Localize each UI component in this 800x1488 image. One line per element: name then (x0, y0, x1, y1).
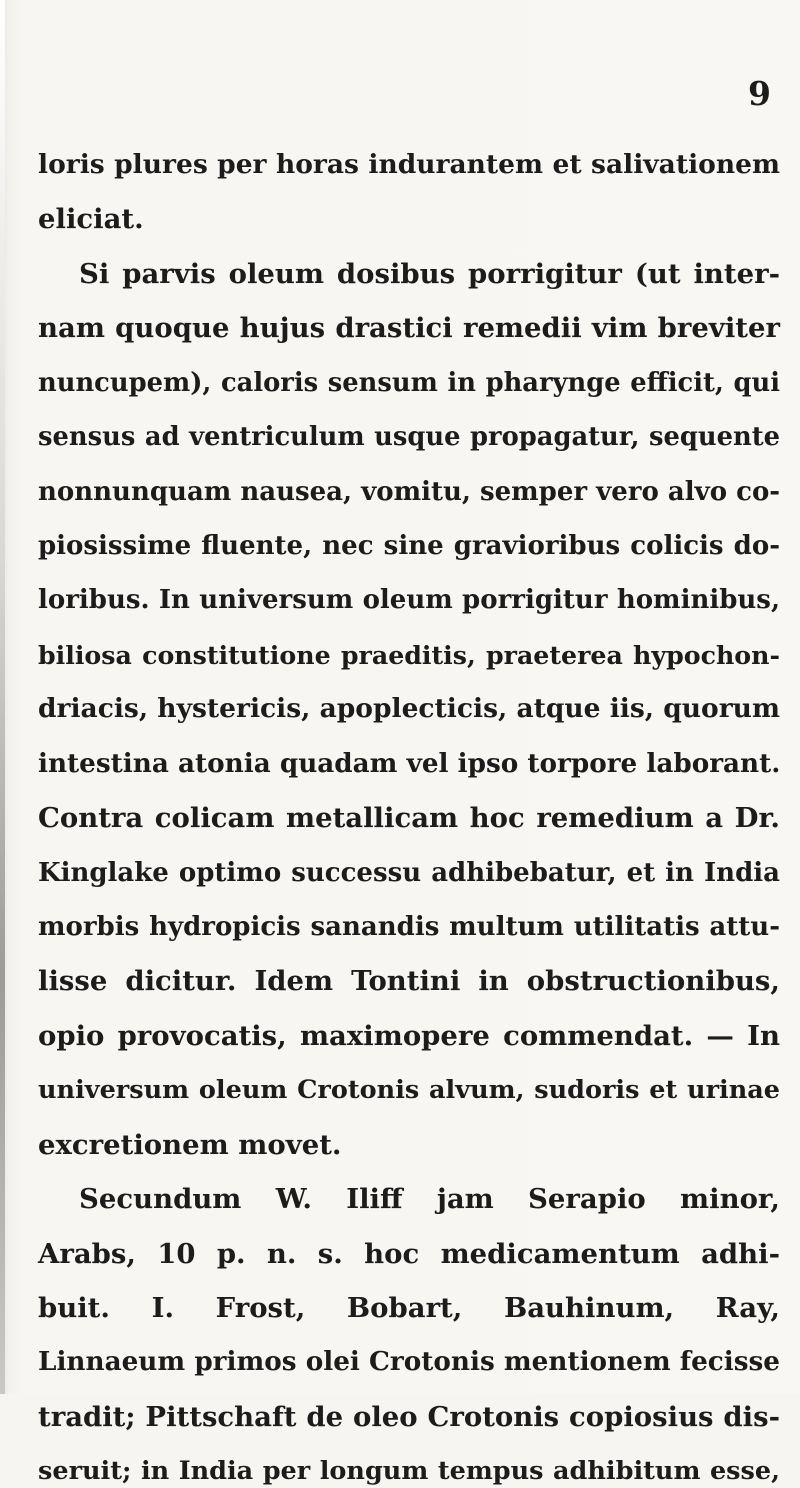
text-line: universum oleum Crotonis alvum, sudoris et urinae (38, 1075, 780, 1105)
text-line: piosissime fluente, nec sine gravioribus colicis do- (38, 531, 780, 561)
text-line: Linnaeum primos olei Crotonis mentionem fecisse (38, 1346, 780, 1377)
text-line: lisse dicitur. Idem Tontini in obstructionibus, (38, 965, 780, 997)
text-line: Arabs, 10 p. n. s. hoc medicamentum adhi- (38, 1238, 780, 1270)
text-line: sensus ad ventriculum usque propagatur, sequente (38, 422, 780, 452)
binding-edge (0, 0, 5, 1394)
text-line: driacis, hystericis, apoplecticis, atque iis, quorum (38, 693, 780, 724)
text-line: excretionem movet. (38, 1129, 342, 1161)
text-line: nonnunquam nausea, vomitu, semper vero alvo co- (38, 477, 781, 507)
text-line: tradit; Pittschaft de oleo Crotonis copiosius dis- (38, 1401, 780, 1433)
text-line: nuncupem), caloris sensum in pharynge efficit, qui (38, 368, 780, 398)
text-line: Kinglake optimo successu adhibebatur, et in India (38, 858, 780, 888)
text-line: Secundum W. Iliff jam Serapio minor, (79, 1183, 780, 1215)
text-line: loris plures per horas indurantem et salivationem (38, 149, 780, 180)
text-line: loribus. In universum oleum porrigitur hominibus, (38, 585, 780, 615)
text-line: Si parvis oleum dosibus porrigitur (ut inter- (79, 258, 780, 290)
text-line: seruit; in India per longum tempus adhibitum esse, (38, 1456, 780, 1486)
text-line: buit. I. Frost, Bobart, Bauhinum, Ray, (38, 1292, 780, 1324)
text-line: Contra colicam metallicam hoc remedium a Dr. (38, 802, 780, 834)
text-line: intestina atonia quadam vel ipso torpore laborant. (38, 748, 781, 779)
text-line: eliciat. (38, 203, 144, 235)
page-number: 9 (748, 74, 771, 113)
text-line: nam quoque hujus drastici remedii vim breviter (38, 312, 780, 344)
text-line: opio provocatis, maximopere commendat. — In (38, 1020, 780, 1052)
text-line: biliosa constitutione praeditis, praeterea hypochon- (38, 640, 780, 670)
text-line: morbis hydropicis sanandis multum utilitatis attu- (38, 912, 780, 942)
